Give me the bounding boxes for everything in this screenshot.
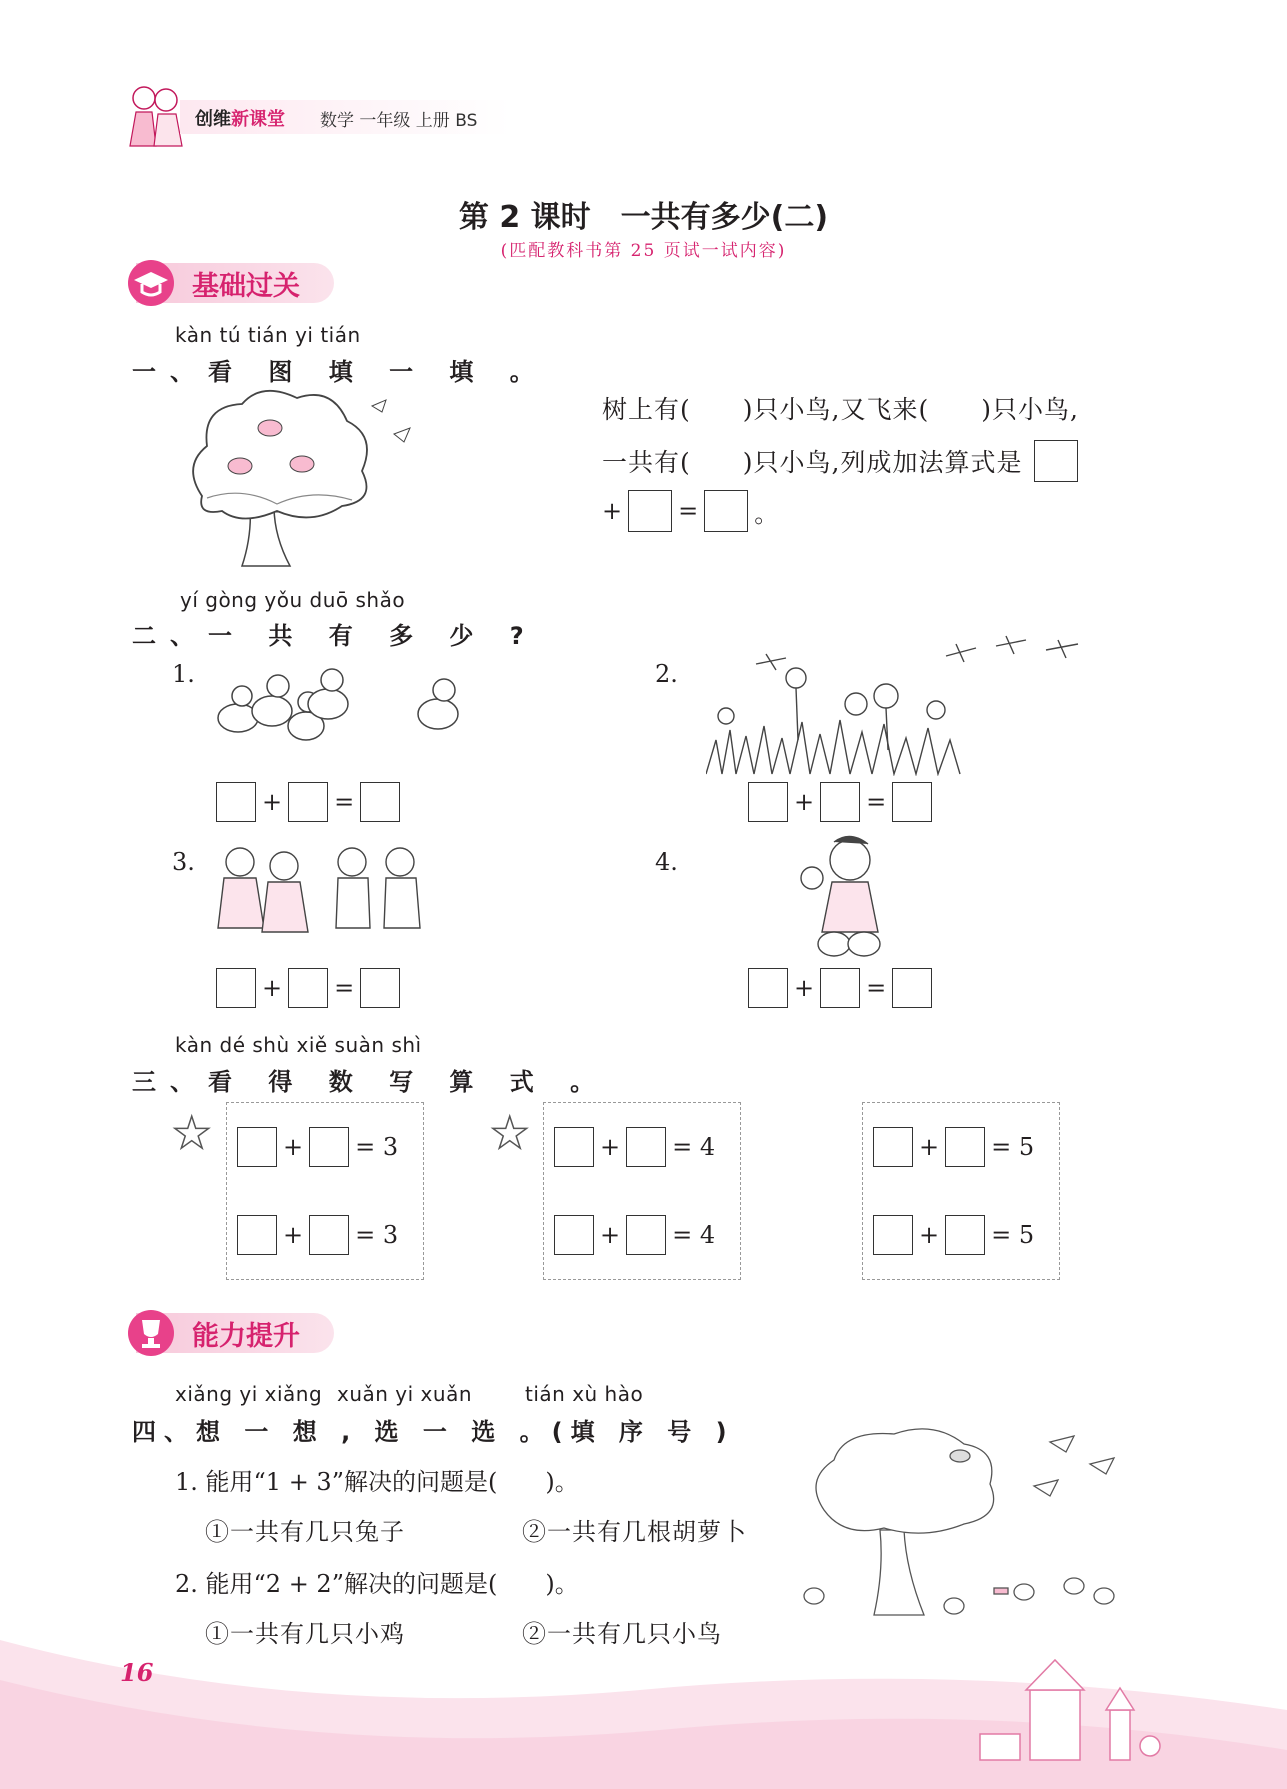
equation-group	[543, 1102, 741, 1280]
answer-box[interactable]	[626, 1127, 666, 1167]
q4-option: ②一共有几只小鸟	[522, 1620, 722, 1648]
equals-sign: =	[334, 788, 355, 816]
tree-rabbits-image	[784, 1420, 1140, 1632]
brand-name: 创维	[195, 109, 231, 130]
result-text: = 4	[672, 1221, 716, 1249]
answer-box[interactable]	[820, 782, 860, 822]
q4-option: ②一共有几根胡萝卜	[522, 1518, 747, 1546]
plus-sign: +	[794, 788, 815, 816]
plus-sign: +	[283, 1221, 304, 1249]
answer-box[interactable]	[704, 490, 748, 532]
q1-pinyin: kàn tú tián yi tián	[175, 323, 361, 347]
answer-box[interactable]	[288, 968, 328, 1008]
item-number: 3.	[172, 848, 195, 876]
answer-box[interactable]	[820, 968, 860, 1008]
answer-box[interactable]	[309, 1127, 349, 1167]
trophy-icon	[128, 1310, 174, 1356]
ducklings-image	[208, 656, 473, 764]
answer-box[interactable]	[892, 968, 932, 1008]
q4-pinyin: xiǎng yi xiǎng	[175, 1382, 323, 1406]
answer-box[interactable]	[554, 1127, 594, 1167]
answer-box[interactable]	[309, 1215, 349, 1255]
answer-box[interactable]	[237, 1127, 277, 1167]
q2-heading: 二、一 共 有 多 少 ?	[132, 622, 538, 650]
brand-name-highlight: 新课堂	[231, 109, 285, 130]
graduation-cap-icon	[128, 260, 174, 306]
q1-text-line2: 一共有( )只小鸟,列成加法算式是	[602, 448, 1023, 477]
result-text: = 5	[991, 1221, 1035, 1249]
q4-question-2: 2. 能用“2 + 2”解决的问题是( )。	[175, 1570, 579, 1598]
q4-option: ①一共有几只兔子	[205, 1518, 405, 1546]
lesson-subtitle: (匹配教科书第 25 页试一试内容)	[500, 241, 787, 261]
castle-icon	[960, 1650, 1190, 1770]
answer-box[interactable]	[748, 968, 788, 1008]
q3-heading: 三、看 得 数 写 算 式 。	[132, 1068, 609, 1096]
girl-balloons-image	[794, 832, 904, 962]
equals-sign: =	[866, 788, 887, 816]
plus-sign: +	[794, 974, 815, 1002]
answer-box[interactable]	[892, 782, 932, 822]
equals-sign: =	[866, 974, 887, 1002]
book-info: 数学 一年级 上册 BS	[320, 111, 478, 131]
equals-sign: =	[678, 497, 699, 525]
answer-box[interactable]	[945, 1127, 985, 1167]
star-icon: ★	[490, 1108, 530, 1159]
answer-box[interactable]	[360, 968, 400, 1008]
equals-sign: =	[334, 974, 355, 1002]
plus-sign: +	[602, 497, 623, 525]
q3-pinyin: kàn dé shù xiě suàn shì	[175, 1033, 422, 1057]
plus-sign: +	[919, 1221, 940, 1249]
page-number: 16	[120, 1658, 154, 1687]
equation-group	[862, 1102, 1060, 1280]
answer-box[interactable]	[216, 968, 256, 1008]
star-icon: ★	[172, 1108, 212, 1159]
tree-birds-image	[182, 386, 438, 586]
answer-box[interactable]	[554, 1215, 594, 1255]
plus-sign: +	[919, 1133, 940, 1161]
answer-box[interactable]	[237, 1215, 277, 1255]
answer-box[interactable]	[945, 1215, 985, 1255]
section-title: 基础过关	[136, 263, 334, 303]
answer-box[interactable]	[360, 782, 400, 822]
q4-option: ①一共有几只小鸡	[205, 1620, 405, 1648]
result-text: = 3	[355, 1133, 399, 1161]
answer-box[interactable]	[873, 1127, 913, 1167]
children-image	[210, 838, 440, 956]
result-text: = 3	[355, 1221, 399, 1249]
plus-sign: +	[600, 1133, 621, 1161]
item-number: 2.	[655, 660, 678, 688]
item-number: 4.	[655, 848, 678, 876]
section-banner-basic	[128, 260, 334, 306]
q1-heading: 一、看 图 填 一 填 。	[132, 358, 548, 386]
plus-sign: +	[283, 1133, 304, 1161]
answer-box[interactable]	[873, 1215, 913, 1255]
answer-box[interactable]	[1034, 440, 1078, 482]
dragonflies-flowers-image	[706, 630, 1141, 776]
answer-box[interactable]	[626, 1215, 666, 1255]
q2-pinyin: yí gòng yǒu duō shǎo	[180, 588, 406, 612]
period-mark: 。	[754, 499, 779, 528]
q4-pinyin: tián xù hào	[525, 1382, 644, 1406]
q4-pinyin: xuǎn yi xuǎn	[337, 1382, 472, 1406]
item-number: 1.	[172, 660, 195, 688]
lesson-title: 第 2 课时 一共有多少(二)	[458, 200, 829, 235]
plus-sign: +	[262, 974, 283, 1002]
plus-sign: +	[600, 1221, 621, 1249]
equation-group	[226, 1102, 424, 1280]
q1-text-line1: 树上有( )只小鸟,又飞来( )只小鸟,	[602, 395, 1079, 424]
section-title: 能力提升	[136, 1313, 334, 1353]
q4-heading: 四、想 一 想 , 选 一 选 。(填 序 号 )	[132, 1418, 735, 1446]
answer-box[interactable]	[628, 490, 672, 532]
answer-box[interactable]	[216, 782, 256, 822]
answer-box[interactable]	[748, 782, 788, 822]
plus-sign: +	[262, 788, 283, 816]
result-text: = 5	[991, 1133, 1035, 1161]
answer-box[interactable]	[288, 782, 328, 822]
page-header	[120, 78, 550, 150]
result-text: = 4	[672, 1133, 716, 1161]
q4-question-1: 1. 能用“1 + 3”解决的问题是( )。	[175, 1468, 579, 1496]
section-banner-ability	[128, 1310, 334, 1356]
